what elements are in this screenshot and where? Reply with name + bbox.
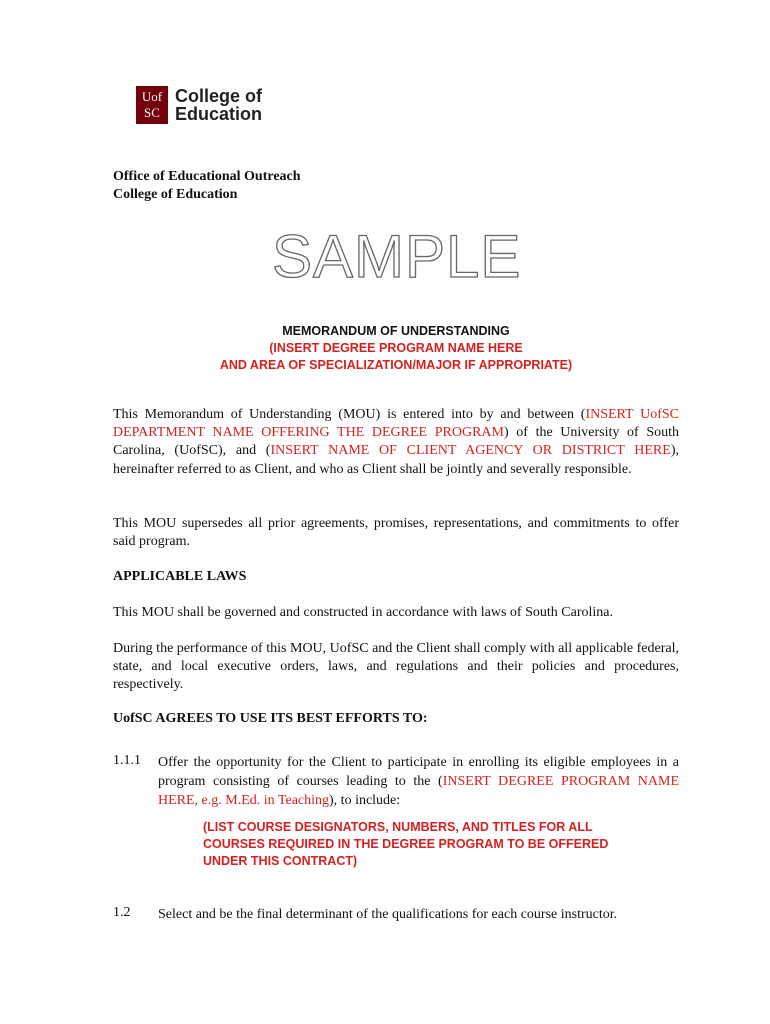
logo-mark-line2: SC [144,105,160,120]
agrees-heading: UofSC AGREES TO USE ITS BEST EFFORTS TO: [113,711,428,726]
college-logo [136,86,262,124]
intro-text-c: ), hereinafter referred to as Client, and who as Client shall be jointly and severally responsible. [113,443,679,477]
office-header [113,168,301,204]
intro-text-b: ) of the University of South Carolina, (UofSC), and ( [113,425,680,459]
intro-placeholder-client: INSERT NAME OF CLIENT AGENCY OR DISTRICT HERE [270,443,671,459]
sample-watermark: SAMPLE [272,223,522,290]
title-line1: MEMORANDUM OF UNDERSTANDING [282,324,510,338]
item-number-1-1-1: 1.1.1 [113,753,141,768]
item-1-1-1-text [158,753,679,810]
intro-placeholder-department: INSERT UofSC DEPARTMENT NAME OFFERING THE DEGREE PROGRAM [113,407,679,441]
course-list-placeholder [203,819,653,870]
logo-line2: Education [175,104,263,124]
item-1-2-text: Select and be the final determinant of the qualifications for each course instructor. [158,907,618,922]
applicable-laws-heading: APPLICABLE LAWS [113,569,247,584]
logo-mark-line1: Uof [141,89,163,104]
item1-placeholder-program: INSERT DEGREE PROGRAM NAME HERE, e.g. M.Ed. in Teaching [158,774,679,808]
supersedes-paragraph: This MOU supersedes all prior agreements, promises, representations, and commitments to offer said program. [113,516,679,550]
title-line2: (INSERT DEGREE PROGRAM NAME HERE [269,341,523,355]
office-line2: College of Education [113,187,238,202]
office-line1: Office of Educational Outreach [113,169,301,184]
courses-line3: UNDER THIS CONTRACT) [203,854,358,868]
laws-paragraph-2: During the performance of this MOU, UofSC and the Client shall comply with all applicable federal, state, and local executive orders, laws, and regulations and their policies and procedures, respectively. [113,641,679,693]
item1-text-b: ), to include: [329,793,401,808]
logo-text [175,87,262,123]
laws-paragraph-1: This MOU shall be governed and constructed in accordance with laws of South Carolina. [113,605,613,620]
document-title [113,323,679,374]
intro-text-a: This Memorandum of Understanding (MOU) is entered into by and between ( [113,407,586,422]
item-number-1-2: 1.2 [113,905,131,920]
item1-text-a: Offer the opportunity for the Client to participate in enrolling its eligible employees in a program consisting of courses leading to the ( [158,755,679,789]
intro-paragraph [113,406,679,479]
courses-line1: (LIST COURSE DESIGNATORS, NUMBERS, AND TITLES FOR ALL [203,820,593,834]
logo-line1: College of [175,86,263,106]
title-line3: AND AREA OF SPECIALIZATION/MAJOR IF APPROPRIATE) [219,358,573,372]
uofsc-logo-mark [136,86,168,124]
courses-line2: COURSES REQUIRED IN THE DEGREE PROGRAM TO BE OFFERED [203,837,609,851]
